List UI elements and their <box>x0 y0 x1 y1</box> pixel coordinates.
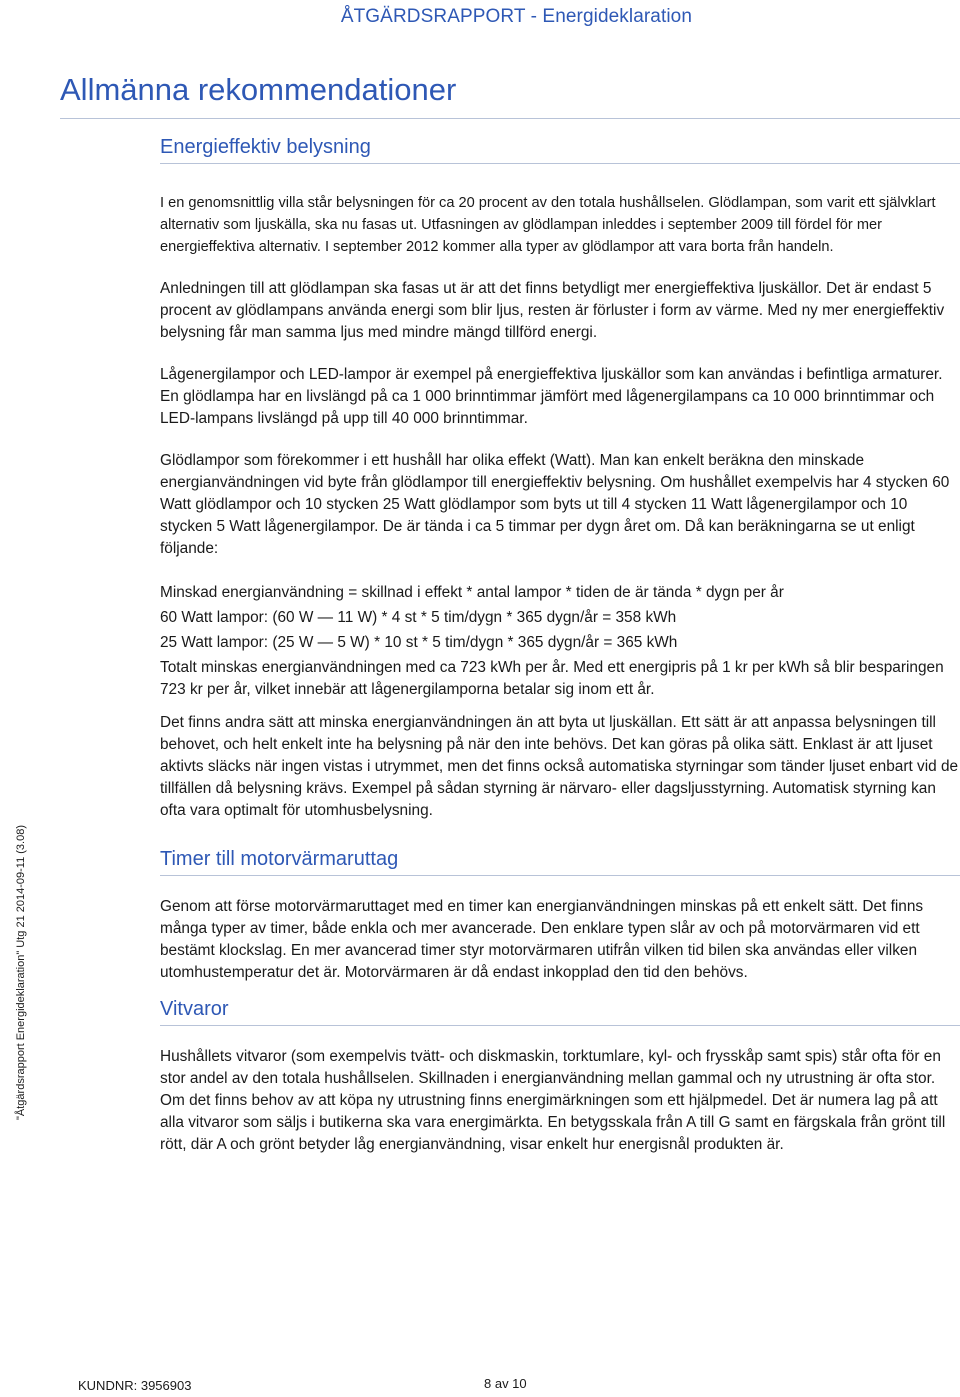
paragraph: I en genomsnittlig villa står belysningen för ca 20 procent av den totala hushållselen. Glödlampan, som varit ett självklart alternativ som ljuskälla, ska nu fasas ut. Utfasningen av glödlampan inleddes i september 2009 till fördel för mer energieffektiva alternativ. I september 2012 kommer alla typer av glödlampor att vara borta från handeln. <box>160 195 936 255</box>
paragraph: Det finns andra sätt att minska energianvändningen än att byta ut ljuskällan. Ett sätt är att anpassa belysningen till behovet, och helt enkelt inte ha belysning på när den inte behövs. Det kan göras på olika sätt. Enklast är att ljuset aktivts släcks när ingen vistas i utrymmet, men det finns också automatiska styrningar som tänder ljuset enbart vid de tillfällen då belysning krävs. Exempel på sådan styrning är närvaro- eller dagsljusstyrning. Automatisk styrning kan ofta vara optimalt för utomhusbelysning. <box>160 714 959 819</box>
calculation-line: 60 Watt lampor: (60 W — 11 W) * 4 st * 5 tim/dygn * 365 dygn/år = 358 kWh <box>160 609 677 626</box>
paragraph: Lågenergilampor och LED-lampor är exempel på energieffektiva ljuskällor som kan användas i befintliga armaturer. En glödlampa har en livslängd på ca 1 000 brinntimmar jämfört med lågenergilampans ca 10 000 brinntimmar och LED-lampans livslängd på upp till 40 000 brinntimmar. <box>160 366 943 427</box>
side-document-reference: "Åtgärdsrapport Energideklaration" Utg 21 2014-09-11 (3.08) <box>15 824 27 1120</box>
section-heading: Timer till motorvärmaruttag <box>160 848 960 876</box>
section-energieffektiv-belysning <box>160 136 960 822</box>
paragraph: Anledningen till att glödlampan ska fasas ut är att det finns betydligt mer energieffektiva ljuskällor. Det är endast 5 procent av glödlampans använda energi som blir ljus, resten är förluster i form av värme. Med ny mer energieffektiv belysning får man samma ljus med mindre mängd tillförd energi. <box>160 280 945 341</box>
paragraph: Genom att förse motorvärmaruttaget med en timer kan energianvändningen minskas på ett enkelt sätt. Det finns många typer av timer, både enkla och mer avancerade. Den enklare typen slår av och på motorvärmaren vid ett bestämt klockslag. En mer avancerad timer styr motorvärmaren utifrån vilken tid bilen ska användas eller vilken utomhustemperatur det är. Motorvärmaren är då endast inkopplad den tid den behövs. <box>160 898 924 981</box>
calculation-line: 25 Watt lampor: (25 W — 5 W) * 10 st * 5 tim/dygn * 365 dygn/år = 365 kWh <box>160 634 678 651</box>
document-body <box>160 130 960 1156</box>
page-number: 8 av 10 <box>484 1376 527 1391</box>
paragraph: Hushållets vitvaror (som exempelvis tvätt- och diskmaskin, torktumlare, kyl- och frysskåp samt spis) står ofta för en stor andel av den totala hushållselen. Skillnaden i energianvändning mellan gammal och ny utrustning är ofta stor. Om det finns behov av att köpa ny utrustning finns energimärkningen som ett hjälpmedel. Det är numera lag på att alla vitvaror som säljs i butikerna ska vara energimärkta. En betygsskala från A till G samt en färgskala från grönt till rött, där A och grönt betyder låg energianvändning, visar enkelt hur energisnål produkten är. <box>160 1048 946 1153</box>
title-divider <box>60 118 960 119</box>
section-heading: Energieffektiv belysning <box>160 136 960 164</box>
paragraph: Totalt minskas energianvändningen med ca 723 kWh per år. Med ett energipris på 1 kr per kWh så blir besparingen 723 kr per år, vilket innebär att lågenergilamporna betalar sig inom ett år. <box>160 659 944 698</box>
customer-number: KUNDNR: 3956903 <box>78 1378 192 1393</box>
calculation-line: Minskad energianvändning = skillnad i effekt * antal lampor * tiden de är tända * dygn per år <box>160 584 784 601</box>
paragraph: Glödlampor som förekommer i ett hushåll har olika effekt (Watt). Man kan enkelt beräkna den minskade energianvändningen vid byte från glödlampor till energieffektiv belysning. Om hushållet exempelvis har 4 stycken 60 Watt glödlampor och 10 stycken 25 Watt glödlampor som byts ut till 4 stycken 11 Watt lågenergilampor och 10 stycken 5 Watt lågenergilampor. De är tända i ca 5 timmar per dygn året om. Då kan beräkningarna se ut enligt följande: <box>160 452 950 557</box>
section-timer-motorvarmaruttag <box>160 848 960 984</box>
report-header-title: ÅTGÄRDSRAPPORT - Energideklaration <box>340 6 692 27</box>
section-vitvaror <box>160 998 960 1156</box>
page-title: Allmänna rekommendationer <box>60 72 457 107</box>
section-heading: Vitvaror <box>160 998 960 1026</box>
